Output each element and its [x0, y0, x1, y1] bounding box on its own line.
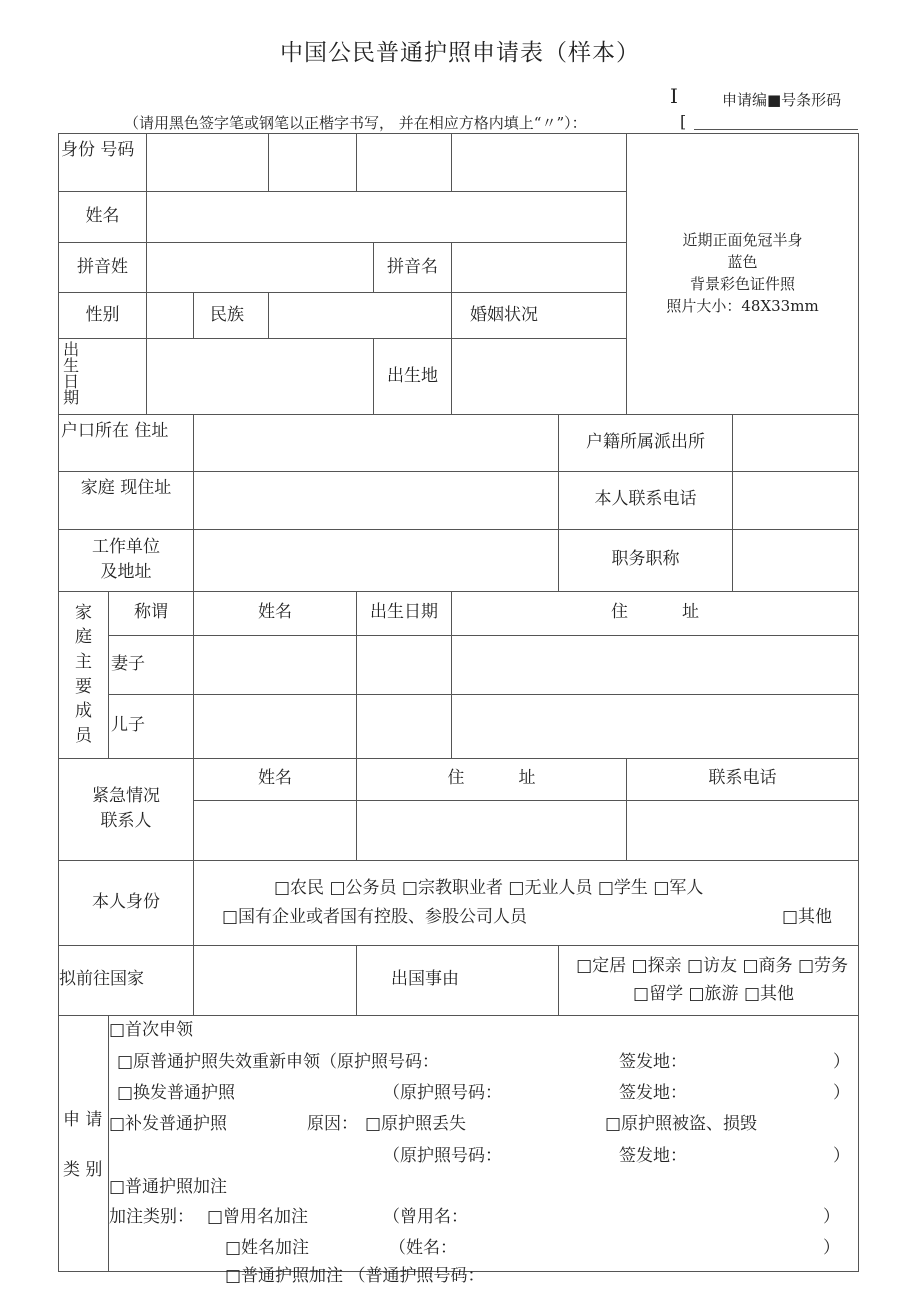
emergency-phone-field[interactable] — [627, 800, 859, 860]
family-relation-son: 儿子 — [109, 694, 194, 758]
form-title: 中国公民普通护照申请表（样本） — [280, 40, 640, 66]
photo-text-2: 蓝色 — [727, 253, 758, 271]
birth-date-field[interactable] — [147, 339, 374, 415]
option-reissue-invalid[interactable]: □原普通护照失效重新申领（原护照号码： — [117, 1051, 440, 1072]
destination-field[interactable] — [194, 945, 357, 1015]
reissue-close: ） — [833, 1051, 850, 1072]
birth-date-label: 出生日期 — [60, 341, 80, 405]
name-endorse-field: （姓名： — [389, 1237, 457, 1258]
pinyin-given-field[interactable] — [452, 243, 627, 293]
barcode-bracket: [ — [680, 112, 687, 131]
ethnicity-label: 民族 — [194, 293, 269, 339]
marital-status-label: 婚姻状况 — [452, 293, 627, 339]
home-address-field[interactable] — [194, 471, 559, 529]
replace-reason-label: 原因： — [307, 1113, 358, 1134]
id-number-field-1[interactable] — [147, 134, 269, 192]
emergency-col-address: 住 址 — [357, 758, 627, 800]
renew-issue-place: 签发地： — [619, 1082, 687, 1103]
family-col-name: 姓名 — [194, 591, 357, 635]
endorse-type-label: 加注类别： — [109, 1206, 194, 1227]
family-col-relation: 称谓 — [109, 591, 194, 635]
family-col-address: 住 址 — [452, 591, 859, 635]
emergency-label-line1: 紧急情况 — [92, 785, 160, 806]
option-name-endorse[interactable]: □姓名加注 — [225, 1237, 310, 1258]
identity-options-line1[interactable]: □农民 □公务员 □宗教职业者 □无业人员 □学生 □军人 — [274, 878, 704, 899]
reason-label: 出国事由 — [357, 945, 559, 1015]
reason-options-line2[interactable]: □留学 □旅游 □其他 — [633, 984, 795, 1004]
ethnicity-field[interactable] — [269, 293, 452, 339]
instruction-text: （请用黑色签字笔或钢笔以正楷字书写， 并在相应方格内填上“〃”）： — [124, 114, 587, 132]
application-type-label-wrap — [61, 1016, 106, 1271]
gender-field[interactable] — [147, 293, 194, 339]
family-name-wife[interactable] — [194, 635, 357, 694]
photo-text-3: 背景彩色证件照 — [690, 274, 796, 293]
option-passport-lost[interactable]: □原护照丢失 — [365, 1113, 467, 1134]
identity-options[interactable] — [194, 860, 859, 945]
option-first-application[interactable]: □首次申领 — [109, 1019, 194, 1040]
name-endorse-close: ） — [823, 1237, 840, 1258]
option-renew[interactable]: □换发普通护照 — [117, 1082, 236, 1103]
family-relation-wife: 妻子 — [109, 635, 194, 694]
home-address-label: 家庭 现住址 — [59, 471, 194, 529]
replace-issue-place: 签发地： — [619, 1145, 687, 1166]
id-number-field-2[interactable] — [269, 134, 357, 192]
emergency-col-name: 姓名 — [194, 758, 357, 800]
gender-label: 性别 — [59, 293, 147, 339]
application-type-label-line1: 申 请 — [63, 1109, 103, 1130]
application-form — [58, 133, 859, 1286]
id-number-field-3[interactable] — [357, 134, 452, 192]
reason-options[interactable] — [559, 945, 859, 1015]
name-field[interactable] — [147, 192, 627, 243]
emergency-label-line2: 联系人 — [100, 811, 152, 831]
destination-label: 拟前往国家 — [59, 945, 194, 1015]
renew-close: ） — [833, 1082, 850, 1103]
cut-off-line: □普通护照加注 （普通护照号码： — [225, 1265, 485, 1286]
renew-old-number: （原护照号码： — [383, 1082, 502, 1103]
application-type-label — [59, 1015, 109, 1271]
replace-old-number: （原护照号码： — [383, 1145, 502, 1166]
birth-place-field[interactable] — [452, 339, 627, 415]
job-title-field[interactable] — [733, 529, 859, 591]
option-endorsement[interactable]: □普通护照加注 — [109, 1176, 228, 1197]
option-replace[interactable]: □补发普通护照 — [109, 1113, 228, 1134]
birth-date-label-cell — [59, 339, 147, 415]
name-label: 姓名 — [59, 192, 147, 243]
family-label: 家庭主要成员 — [59, 591, 109, 758]
barcode-marker: I — [670, 84, 678, 108]
former-name-close: ） — [823, 1206, 840, 1227]
phone-label: 本人联系电话 — [559, 471, 733, 529]
option-passport-stolen[interactable]: □原护照被盗、损毁 — [605, 1113, 758, 1134]
emergency-address-field[interactable] — [357, 800, 627, 860]
family-birth-son[interactable] — [357, 694, 452, 758]
hukou-address-label: 户口所在 住址 — [59, 414, 194, 471]
emergency-contact-label — [59, 758, 194, 860]
application-type-label-line2: 类 别 — [63, 1159, 103, 1180]
work-label-line2: 及地址 — [100, 562, 152, 582]
birth-place-label: 出生地 — [374, 339, 452, 415]
identity-label: 本人身份 — [59, 860, 194, 945]
identity-option-other[interactable]: □其他 — [781, 906, 833, 927]
pinyin-surname-label: 拼音姓 — [59, 243, 147, 293]
family-name-son[interactable] — [194, 694, 357, 758]
reissue-issue-place: 签发地： — [619, 1051, 687, 1072]
hukou-address-field[interactable] — [194, 414, 559, 471]
pinyin-given-label: 拼音名 — [374, 243, 452, 293]
police-station-label: 户籍所属派出所 — [559, 414, 733, 471]
application-type-options[interactable] — [109, 1015, 859, 1286]
police-station-field[interactable] — [733, 414, 859, 471]
photo-text-4: 照片大小：48X33mm — [666, 296, 819, 315]
pinyin-surname-field[interactable] — [147, 243, 374, 293]
phone-field[interactable] — [733, 471, 859, 529]
application-number-label: 申请编■号条形码 — [722, 91, 842, 109]
emergency-col-phone: 联系电话 — [627, 758, 859, 800]
identity-options-line2[interactable]: □国有企业或者国有控股、参股公司人员 — [222, 906, 528, 927]
work-label — [59, 529, 194, 591]
former-name-field: （曾用名： — [383, 1206, 468, 1227]
photo-text-1: 近期正面免冠半身 — [682, 231, 803, 250]
barcode-underline — [694, 129, 858, 130]
identity-options-line2-row — [222, 903, 856, 931]
work-field[interactable] — [194, 529, 559, 591]
work-label-line1: 工作单位 — [92, 536, 160, 557]
id-number-label: 身份 号码 — [59, 134, 147, 192]
option-former-name-endorse[interactable]: □曾用名加注 — [207, 1206, 309, 1227]
photo-box — [627, 134, 859, 415]
family-col-birth: 出生日期 — [357, 591, 452, 635]
id-number-field-4[interactable] — [452, 134, 627, 192]
emergency-name-field[interactable] — [194, 800, 357, 860]
job-title-label: 职务职称 — [559, 529, 733, 591]
replace-close: ） — [833, 1145, 850, 1166]
reason-options-line1[interactable]: □定居 □探亲 □访友 □商务 □劳务 — [576, 955, 849, 976]
family-birth-wife[interactable] — [357, 635, 452, 694]
family-address-wife[interactable] — [452, 635, 859, 694]
family-address-son[interactable] — [452, 694, 859, 758]
